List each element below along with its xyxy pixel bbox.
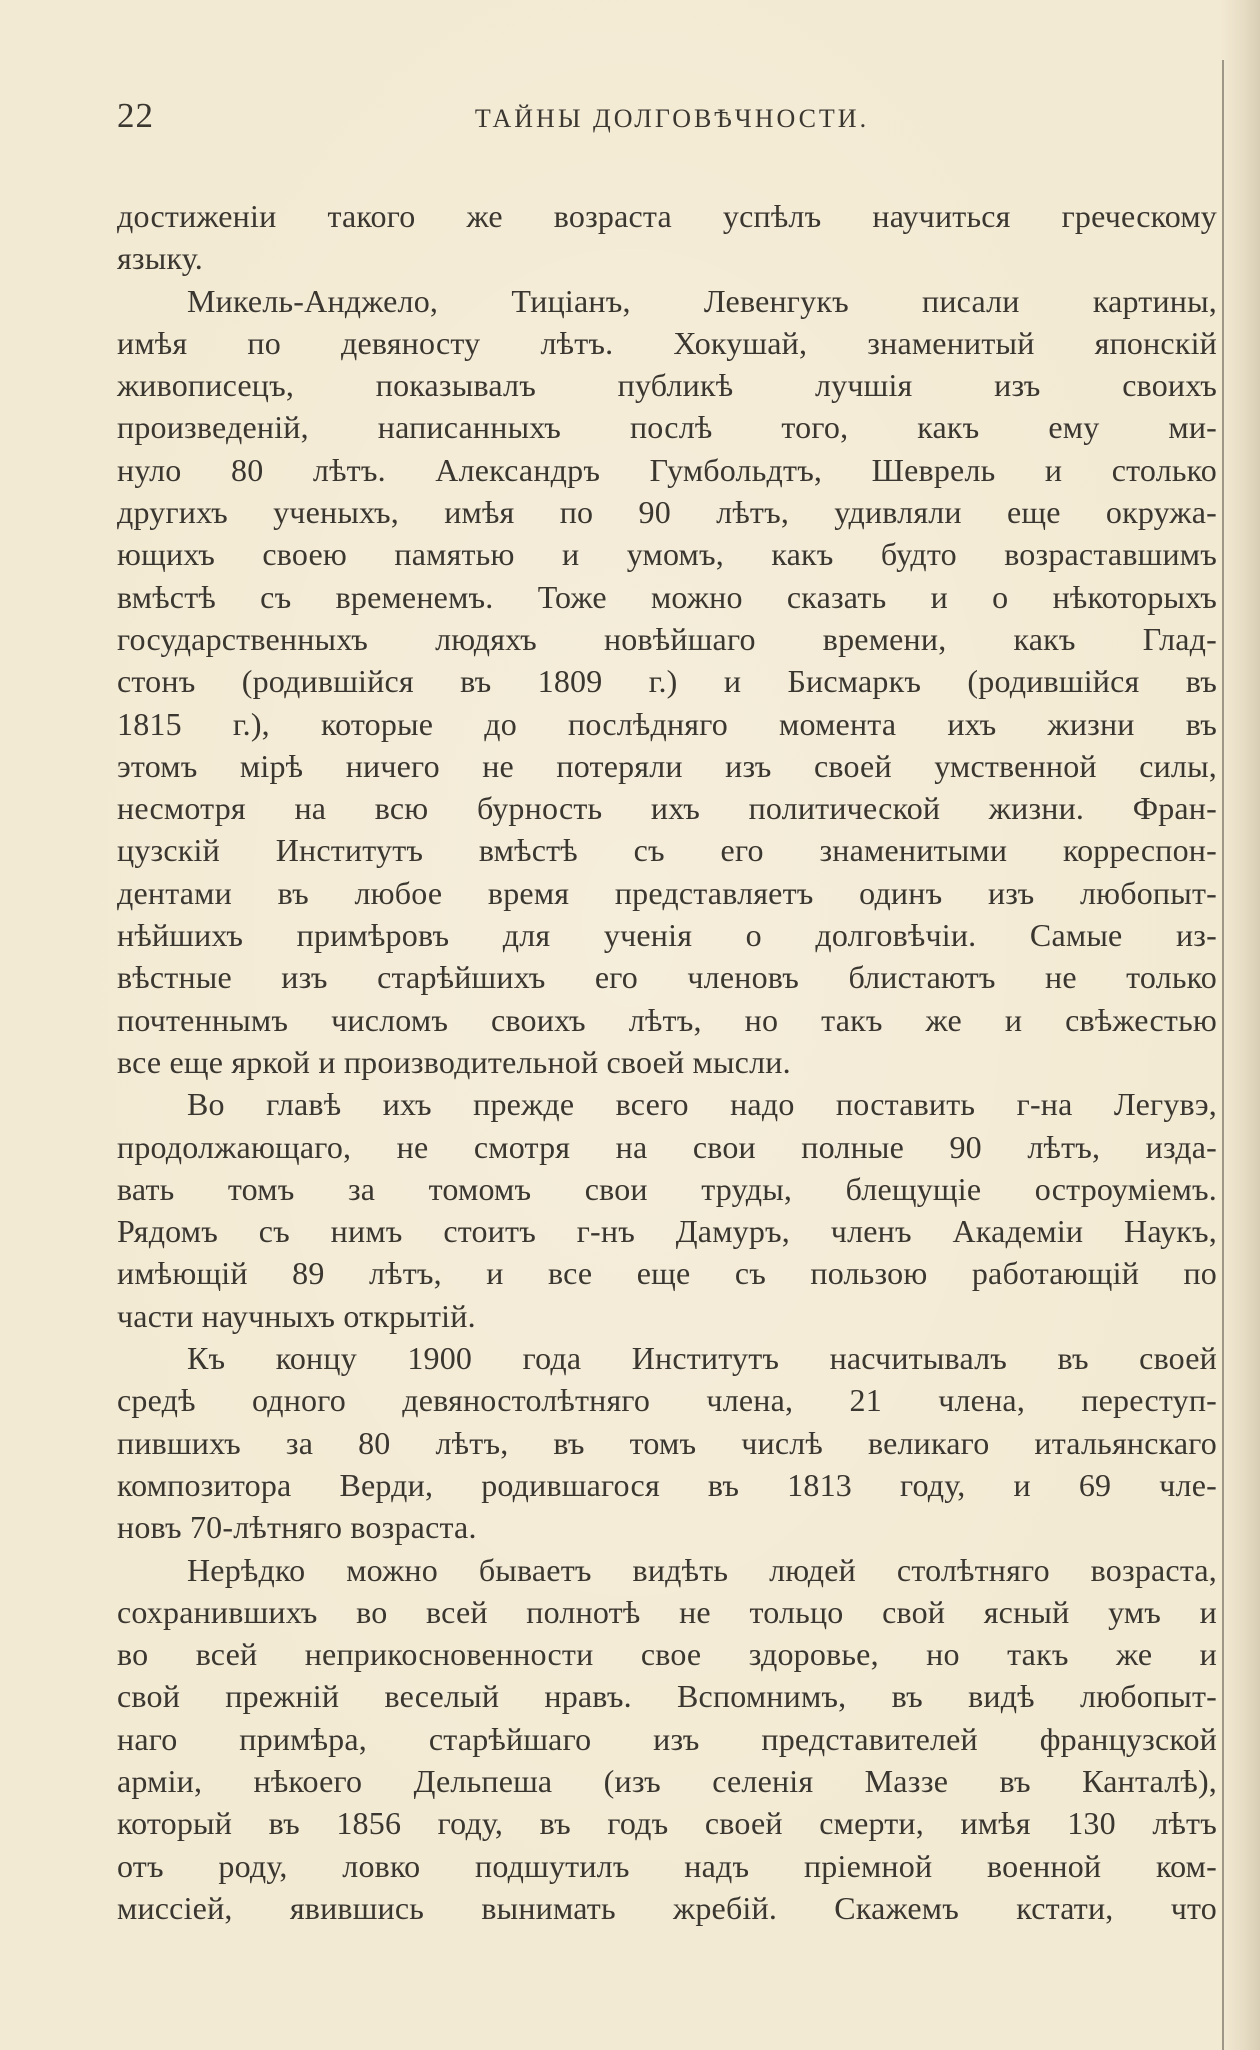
text-line: Къ концу 1900 года Институтъ насчитывалъ въ своей xyxy=(187,1340,1217,1377)
text-line: вмѣстѣ съ временемъ. Тоже можно сказать и о нѣкоторыхъ xyxy=(117,578,1217,615)
text-line: арміи, нѣкоего Дельпеша (изъ селенія Маззе въ Канталѣ), xyxy=(117,1762,1217,1799)
text-line: цузскій Институтъ вмѣстѣ съ его знаменитыми корреспон- xyxy=(117,832,1217,869)
text-line: произведеній, написанныхъ послѣ того, какъ ему ми- xyxy=(117,409,1217,446)
page-edge-line xyxy=(1222,60,1224,2050)
text-line: во всей неприкосновенности свое здоровье, но такъ же и xyxy=(117,1636,1217,1673)
text-line: части научныхъ открытій. xyxy=(117,1297,476,1334)
text-line: другихъ ученыхъ, имѣя по 90 лѣтъ, удивляли еще окружа- xyxy=(117,494,1217,531)
text-line: 1815 г.), которые до послѣдняго момента ихъ жизни въ xyxy=(117,705,1217,742)
text-line: средѣ одного девяностолѣтняго члена, 21 члена, переступ- xyxy=(117,1382,1217,1419)
page-edge-shading xyxy=(1220,0,1260,2050)
text-line: вать томъ за томомъ свои труды, блещущіе остроуміемъ. xyxy=(117,1170,1217,1207)
text-line: этомъ мірѣ ничего не потеряли изъ своей умственной силы, xyxy=(117,747,1217,784)
text-line: миссіей, явившись вынимать жребій. Скажемъ кстати, что xyxy=(117,1889,1217,1926)
page-header xyxy=(117,96,1227,146)
text-line: композитора Верди, родившагося въ 1813 году, и 69 чле- xyxy=(117,1466,1217,1503)
page-number: 22 xyxy=(117,96,154,135)
text-line: дентами въ любое время представляетъ одинъ изъ любопыт- xyxy=(117,874,1217,911)
text-line: Рядомъ съ нимъ стоитъ г-нъ Дамуръ, членъ Академіи Наукъ, xyxy=(117,1213,1217,1250)
text-line: нѣйшихъ примѣровъ для ученія о долговѣчіи. Самые из- xyxy=(117,917,1217,954)
text-line: отъ роду, ловко подшутилъ надъ пріемной военной ком- xyxy=(117,1847,1217,1884)
text-line: продолжающаго, не смотря на свои полные 90 лѣтъ, изда- xyxy=(117,1128,1217,1165)
text-line: языку. xyxy=(117,240,203,277)
running-title: ТАЙНЫ ДОЛГОВѢЧНОСТИ. xyxy=(474,104,870,133)
text-line: несмотря на всю бурность ихъ политической жизни. Фран- xyxy=(117,790,1217,827)
text-line: нуло 80 лѣтъ. Александръ Гумбольдтъ, Шеврель и столько xyxy=(117,451,1217,488)
text-line: достиженіи такого же возраста успѣлъ научиться греческому xyxy=(117,198,1217,234)
body-text xyxy=(117,195,1217,1929)
text-line: живописецъ, показывалъ публикѣ лучшія изъ своихъ xyxy=(117,367,1217,404)
text-line: Нерѣдко можно бываетъ видѣть людей столѣтняго возраста, xyxy=(187,1551,1217,1588)
text-line: который въ 1856 году, въ годъ своей смерти, имѣя 130 лѣтъ xyxy=(117,1805,1217,1842)
text-line: сохранившихъ во всей полнотѣ не тольцо свой ясный умъ и xyxy=(117,1593,1217,1630)
text-line: наго примѣра, старѣйшаго изъ представителей французской xyxy=(117,1720,1217,1757)
text-line: вѣстные изъ старѣйшихъ его членовъ блистаютъ не только xyxy=(117,959,1217,996)
text-line: пившихъ за 80 лѣтъ, въ томъ числѣ великаго итальянскаго xyxy=(117,1424,1217,1461)
text-line: свой прежній веселый нравъ. Вспомнимъ, въ видѣ любопыт- xyxy=(117,1678,1217,1715)
text-line: государственныхъ людяхъ новѣйшаго времени, какъ Глад- xyxy=(117,620,1217,657)
text-line: новъ 70-лѣтняго возраста. xyxy=(117,1509,477,1546)
text-line: Микель-Анджело, Тиціанъ, Левенгукъ писали картины, xyxy=(187,282,1217,319)
text-line: ющихъ своею памятью и умомъ, какъ будто возраставшимъ xyxy=(117,536,1217,573)
text-line: имѣя по девяносту лѣтъ. Хокушай, знаменитый японскій xyxy=(117,324,1217,361)
text-line: почтеннымъ числомъ своихъ лѣтъ, но такъ же и свѣжестью xyxy=(117,1001,1217,1038)
text-line: имѣющій 89 лѣтъ, и все еще съ пользою работающій по xyxy=(117,1255,1217,1292)
text-line: все еще яркой и производительной своей мысли. xyxy=(117,1043,791,1080)
text-line: Во главѣ ихъ прежде всего надо поставить г-на Легувэ, xyxy=(187,1086,1217,1123)
text-line: стонъ (родившійся въ 1809 г.) и Бисмаркъ (родившійся въ xyxy=(117,663,1217,700)
